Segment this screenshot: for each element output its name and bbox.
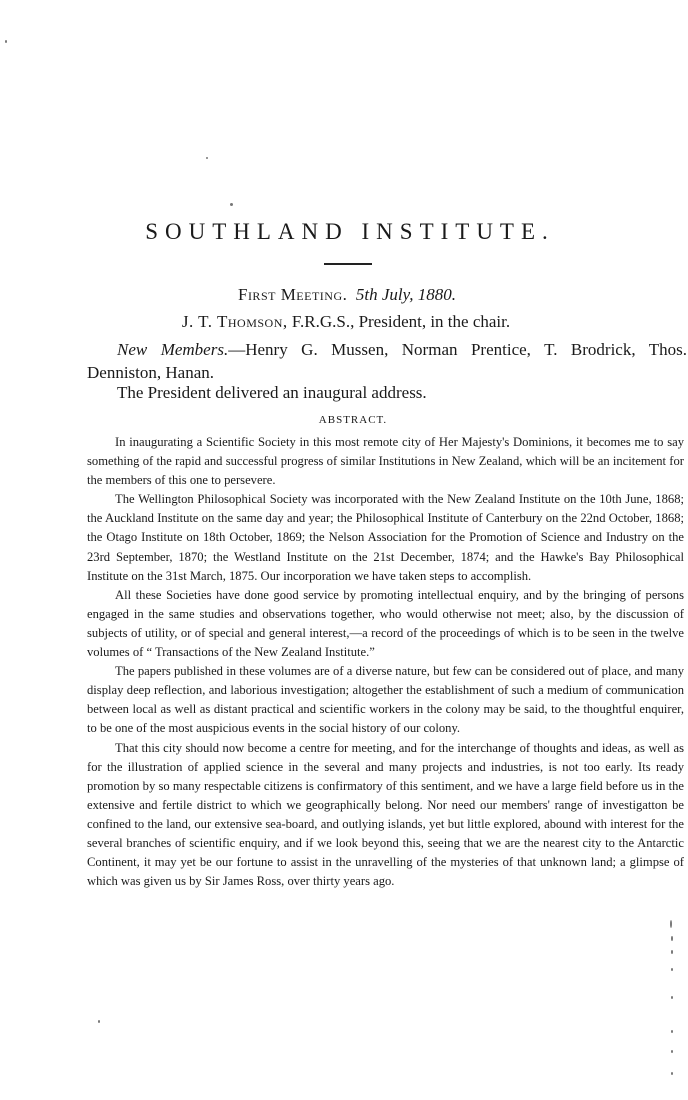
president-name: J. T. Thomson, — [181, 312, 288, 331]
meeting-date: 5th July, 1880. — [355, 285, 456, 304]
margin-speck — [671, 1030, 673, 1033]
title-rule — [324, 263, 372, 265]
meeting-label: First Meeting. — [237, 285, 348, 304]
new-members-names: —Henry G. Mussen, Norman Prentice, T. Brodrick, Thos. Denniston, Hanan. — [87, 340, 688, 382]
margin-speck — [671, 1072, 673, 1075]
abstract-body — [87, 433, 684, 891]
president-details: F.R.G.S., President, in the chair. — [291, 312, 511, 331]
margin-speck — [230, 203, 233, 206]
new-members-label: New Members. — [117, 340, 229, 359]
chair-line — [0, 312, 688, 332]
margin-speck — [98, 1020, 100, 1023]
margin-speck — [671, 1050, 673, 1053]
new-members — [87, 338, 687, 384]
meeting-line — [0, 285, 688, 305]
margin-speck — [670, 920, 672, 928]
margin-speck — [671, 968, 673, 971]
margin-speck — [671, 996, 673, 999]
margin-speck — [671, 936, 673, 941]
paragraph: That this city should now become a centre for meeting, and for the interchange of thoughts and ideas, as well as for the illustration of applied science in the several and many projects and industries, is not too early. Its ready promotion by so many respectable citizens is confirmatory of this sentiment, and we have a large field before us in the extensive and fertile district to which we geographically belong. Nor need our members' range of investigatton be confined to the land, our extensive sea-board, and outlying islands, yet but little explored, abound with interest for the several branches of scientific enquiry, and if we look beyond this, seeing that we are the nearest city to the Antarctic Continent, it may yet be our fortune to assist in the unravelling of the mysteries of that unknown land; a glimpse of which was given us by Sir James Ross, over thirty years ago. — [87, 740, 684, 889]
paragraph: The Wellington Philosophical Society was incorporated with the New Zealand Institute on the 10th June, 1868; the Auckland Institute on the same day and year; the Philosophical Institute of Canterbury on the 22nd October, 1868; the Otago Institute on 18th October, 1869; the Nelson Association for the Promotion of Science and Industry on the 23rd September, 1870; the Westland Institute on the 21st December, 1874; and the Hawke's Bay Philosophical Institute on the 31st March, 1875. Our incorporation we have taken steps to accomplish. — [87, 492, 684, 583]
margin-speck — [671, 950, 673, 954]
margin-speck — [5, 40, 7, 43]
address-line: The President delivered an inaugural address. — [117, 383, 427, 402]
abstract-heading: ABSTRACT. — [318, 414, 388, 426]
paragraph: The papers published in these volumes are of a diverse nature, but few can be considered out of place, and many display deep reflection, and laborious investigation; altogether the establishment of such a medium of communication between local as well as distant practical and scientific workers in the colony may be said, to the thoughtful enquirer, to be one of the most auspicious events in the social history of our colony. — [87, 664, 684, 736]
paragraph: In inaugurating a Scientific Society in this most remote city of Her Majesty's Dominions, it becomes me to say something of the rapid and successful progress of similar Institutions in New Zealand, which will be an incitement for the members of this one to persevere. — [87, 435, 684, 488]
margin-speck — [206, 157, 208, 159]
page-title: SOUTHLAND INSTITUTE. — [145, 219, 555, 244]
paragraph: All these Societies have done good service by promoting intellectual enquiry, and by the bringing of persons engaged in the same studies and observations together, who would otherwise not meet; also, by the discussion of subjects of utility, or of special and general interest,—a record of the proceedings of which is to be seen in the twelve volumes of “ Transactions of the New Zealand Institute.” — [87, 587, 684, 660]
